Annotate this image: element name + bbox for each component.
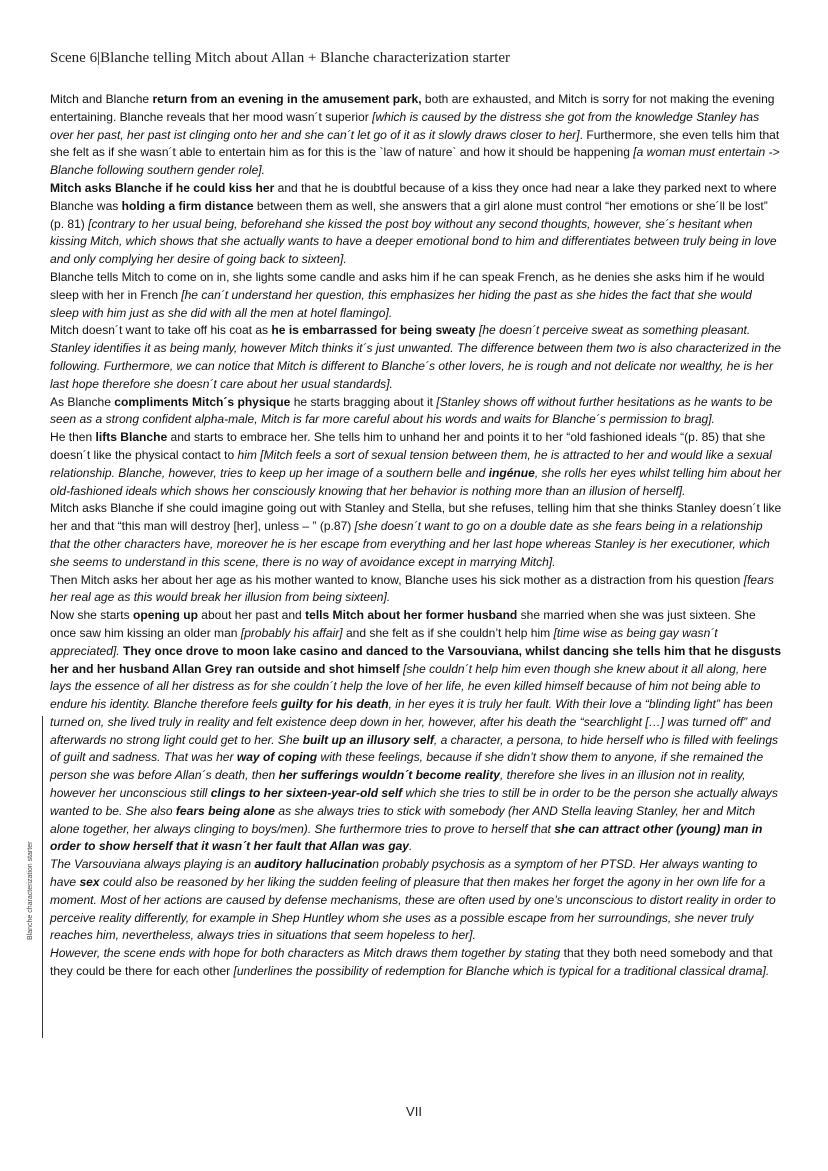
text-run: The Varsouviana always playing is an [50, 857, 255, 872]
text-run: he is embarrassed for being sweaty [271, 323, 476, 338]
text-run: . [409, 839, 413, 854]
text-run: , she rolls her eyes whilst telling him about her old-fashioned ideals which shows her consciously knowing that her behavior is nothing more than an illusion of herself]. [50, 465, 782, 498]
text-run: They once drove to moon lake casino and danced to the Varsouviana, whilst dancing she tells him that he disgusts her and her husband Allan Grey ran outside and shot himself [50, 643, 782, 676]
text-run: she married when she was just sixteen. She once saw him kissing an older man [50, 608, 756, 640]
text-run: her sufferings wouldn´t become reality [278, 768, 500, 783]
text-run: built up an illusory self [302, 732, 434, 747]
text-run: Mitch asks Blanche if she could imagine going out with Stanley and Stella, but she refuses, telling him that she thinks Stanley doesn´t like her and that “this man will destroy [her], unless – ” (p.87) [50, 501, 782, 534]
text-run: Blanche tells Mitch to come on in, she lights some candle and asks him if he can speak French, as he denies she asks him if he would sleep with her in French [50, 269, 765, 302]
text-run: Then Mitch asks her about her age as his mother wanted to know, Blanche uses his sick mother as a distraction from his question [50, 572, 744, 587]
text-run: [time wise as being gay wasn´t appreciated]. [50, 625, 718, 658]
paragraph [50, 500, 782, 571]
text-run: [she doesn´t want to go on a double date as she fears being in a relationship that the other characters have, moreover he is her escape from everything and her last hope whereas Stanley is her executioner, which she seems to understand in this scene, there is no way of avoidance except in marrying Mitch]. [50, 519, 770, 569]
page-number: VII [406, 1104, 422, 1119]
text-run: However, the scene ends with hope for both characters as Mitch draws them together by stating [50, 946, 561, 961]
text-run: clings to her sixteen-year-old self [210, 786, 403, 801]
text-run: . Furthermore, she even tells him that she felt as if she wasn´t able to entertain him as for this is the `law of nature` and how it should be happening [50, 127, 780, 160]
text-run: ingénue [488, 465, 535, 480]
text-run: [fears her real age as this would break her illusion from being sixteen]. [50, 572, 774, 605]
paragraph [50, 572, 782, 608]
text-run: could also be reasoned by her liking the sudden feeling of pleasure that then makes her forget the agony in her own life for a moment. Most of her actions are caused by defense mechanisms, these are often used by one’s unconscious to distort reality in order to perceive reality differently, for example in Shep Huntley whom she uses as a possible escape from her surroundings, she never truly reaches him, nevertheless, always tries in situations that seem hopeless to her]. [50, 875, 776, 943]
text-run: [she couldn´t help him even though she knew about it all along, here lays the essence of all her distress as for she couldn´t help the love of her life, he even killed himself because of him not being able to endure his identity. Blanche therefore feels [50, 661, 767, 712]
paragraph [50, 856, 782, 945]
text-run: he starts bragging about it [290, 394, 437, 409]
text-run: Mitch asks Blanche if he could kiss her [50, 180, 275, 195]
text-run: guilty for his death [280, 697, 389, 712]
text-run: that they both need somebody and that they could be there for each other [50, 946, 773, 979]
text-run: [he can´t understand her question, this emphasizes her hiding the past as she hides the fact that she would sleep with him just as she did with all the men at hotel flamingo]. [50, 287, 752, 320]
text-run: , a character, a persona, to hide herself who is filled with feelings of guilt and sadness. That was her [50, 732, 779, 765]
text-run: [which is caused by the distress she got from the knowledge Stanley has over her past, her past ist clinging onto her and she can´t let go of it as it slowly draws closer to her] [50, 109, 760, 142]
text-run: with these feelings, because if she didn’t show them to anyone, if she remained the person she was before Allan´s death, then [50, 750, 764, 783]
margin-bracket-line [42, 716, 43, 1038]
text-run: between them as well, she answers that a girl alone must control “her emotions or she´ll be lost” (p. 81) [50, 198, 768, 231]
paragraph [50, 945, 782, 981]
text-run: she can attract other (young) man in order to show herself that it wasn´t her fault that Allan was gay [50, 821, 763, 854]
page-title: Scene 6|Blanche telling Mitch about Allan + Blanche characterization starter [50, 50, 511, 66]
text-run: and starts to embrace her. She tells him to unhand her and points it to her “old fashioned ideals “(p. 85) that she doesn´t like the physical contact to [50, 430, 766, 462]
text-run: way of coping [236, 750, 318, 765]
text-run: fears being alone [175, 803, 276, 818]
paragraph [50, 607, 782, 856]
paragraph [50, 269, 782, 322]
paragraph [50, 429, 782, 500]
document-body [50, 91, 782, 981]
paragraph [50, 180, 782, 269]
text-run: sex [79, 875, 100, 890]
text-run: As Blanche [50, 394, 115, 409]
text-run: both are exhausted, and Mitch is sorry for not making the evening entertaining. Blanche reveals that her mood wasn´t superior [50, 92, 775, 124]
paragraph [50, 91, 782, 180]
text-run: as she always tries to stick with somebody (her AND Stella leaving Stanley, her and Mitch alone together, her always clinging to boys/men). She furthermore tries to prove to herself that [50, 803, 756, 836]
text-run: n probably psychosis as a symptom of her PTSD. Her always wanting to have [50, 857, 758, 890]
text-run: auditory hallucinatio [254, 857, 373, 872]
text-run: , therefore she lives in an illusion not in reality, however her unconscious still [50, 768, 746, 801]
text-run: return from an evening in the amusement park, [152, 92, 422, 106]
text-run: compliments Mitch´s physique [114, 394, 291, 409]
text-run: Now she starts [50, 608, 134, 623]
text-run: [contrary to her usual being, beforehand she kissed the post boy without any second thoughts, however, she´s hesitant when kissing Mitch, which shows that she actually wants to have a deeper emotional bond to him and differentiates between truly being in love and only complying her desire of going back to sixteen]. [50, 216, 777, 267]
text-run: and she felt as if she couldn’t help him [342, 625, 554, 640]
paragraph [50, 322, 782, 393]
text-run: [underlines the possibility of redemption for Blanche which is typical for a traditional classical drama]. [233, 964, 770, 979]
text-run: opening up [133, 608, 198, 623]
text-run: Mitch and Blanche [50, 92, 153, 106]
text-run: [probably his affair] [240, 625, 343, 640]
text-run: [he doesn´t perceive sweat as something pleasant. Stanley identifies it as being manly, however Mitch thinks it´s just unwanted. The difference between them two is also characterized in the following. Furthermore, we can notice that Mitch is different to Blanche´s other lovers, he is rough and not delicate nor wealthy, he is her last hope therefore she doesn´t care about her usual standards]. [50, 323, 781, 391]
text-run: which she tries to still be in order to be the person she actually always wanted to be. She also [50, 786, 778, 818]
text-run: him [Mitch feels a sort of sexual tension between them, he is attracted to her and would like a sexual relationship. Blanche, however, tries to keep up her image of a southern belle and [50, 447, 772, 480]
text-run: He then [50, 430, 96, 445]
text-run: about her past and [197, 608, 306, 623]
text-run: lifts Blanche [95, 430, 168, 445]
margin-side-note: Blanche characterization starter [27, 841, 34, 940]
text-run: [Stanley shows off without further hesitations as he wants to be seen as a strong confident alpha-male, Mitch is far more careful about his words and waits for Blanche´s permission to brag]. [50, 394, 773, 427]
text-run: Mitch doesn´t want to take off his coat as [50, 323, 272, 338]
paragraph [50, 394, 782, 430]
text-run: tells Mitch about her former husband [305, 608, 518, 623]
text-run: [a woman must entertain -> Blanche following southern gender role]. [50, 145, 780, 178]
text-run: , in her eyes it is truly her fault. With their love a “blinding light” has been turned on, she lived truly in reality and felt existence deep down in her, however, after his death the “searchlight […] was turned off” and afterwards no strong light could get to her. She [50, 697, 773, 747]
text-run: holding a firm distance [121, 198, 254, 213]
text-run: and that he is doubtful because of a kiss they once had near a lake they parked next to where Blanche was [50, 180, 777, 213]
